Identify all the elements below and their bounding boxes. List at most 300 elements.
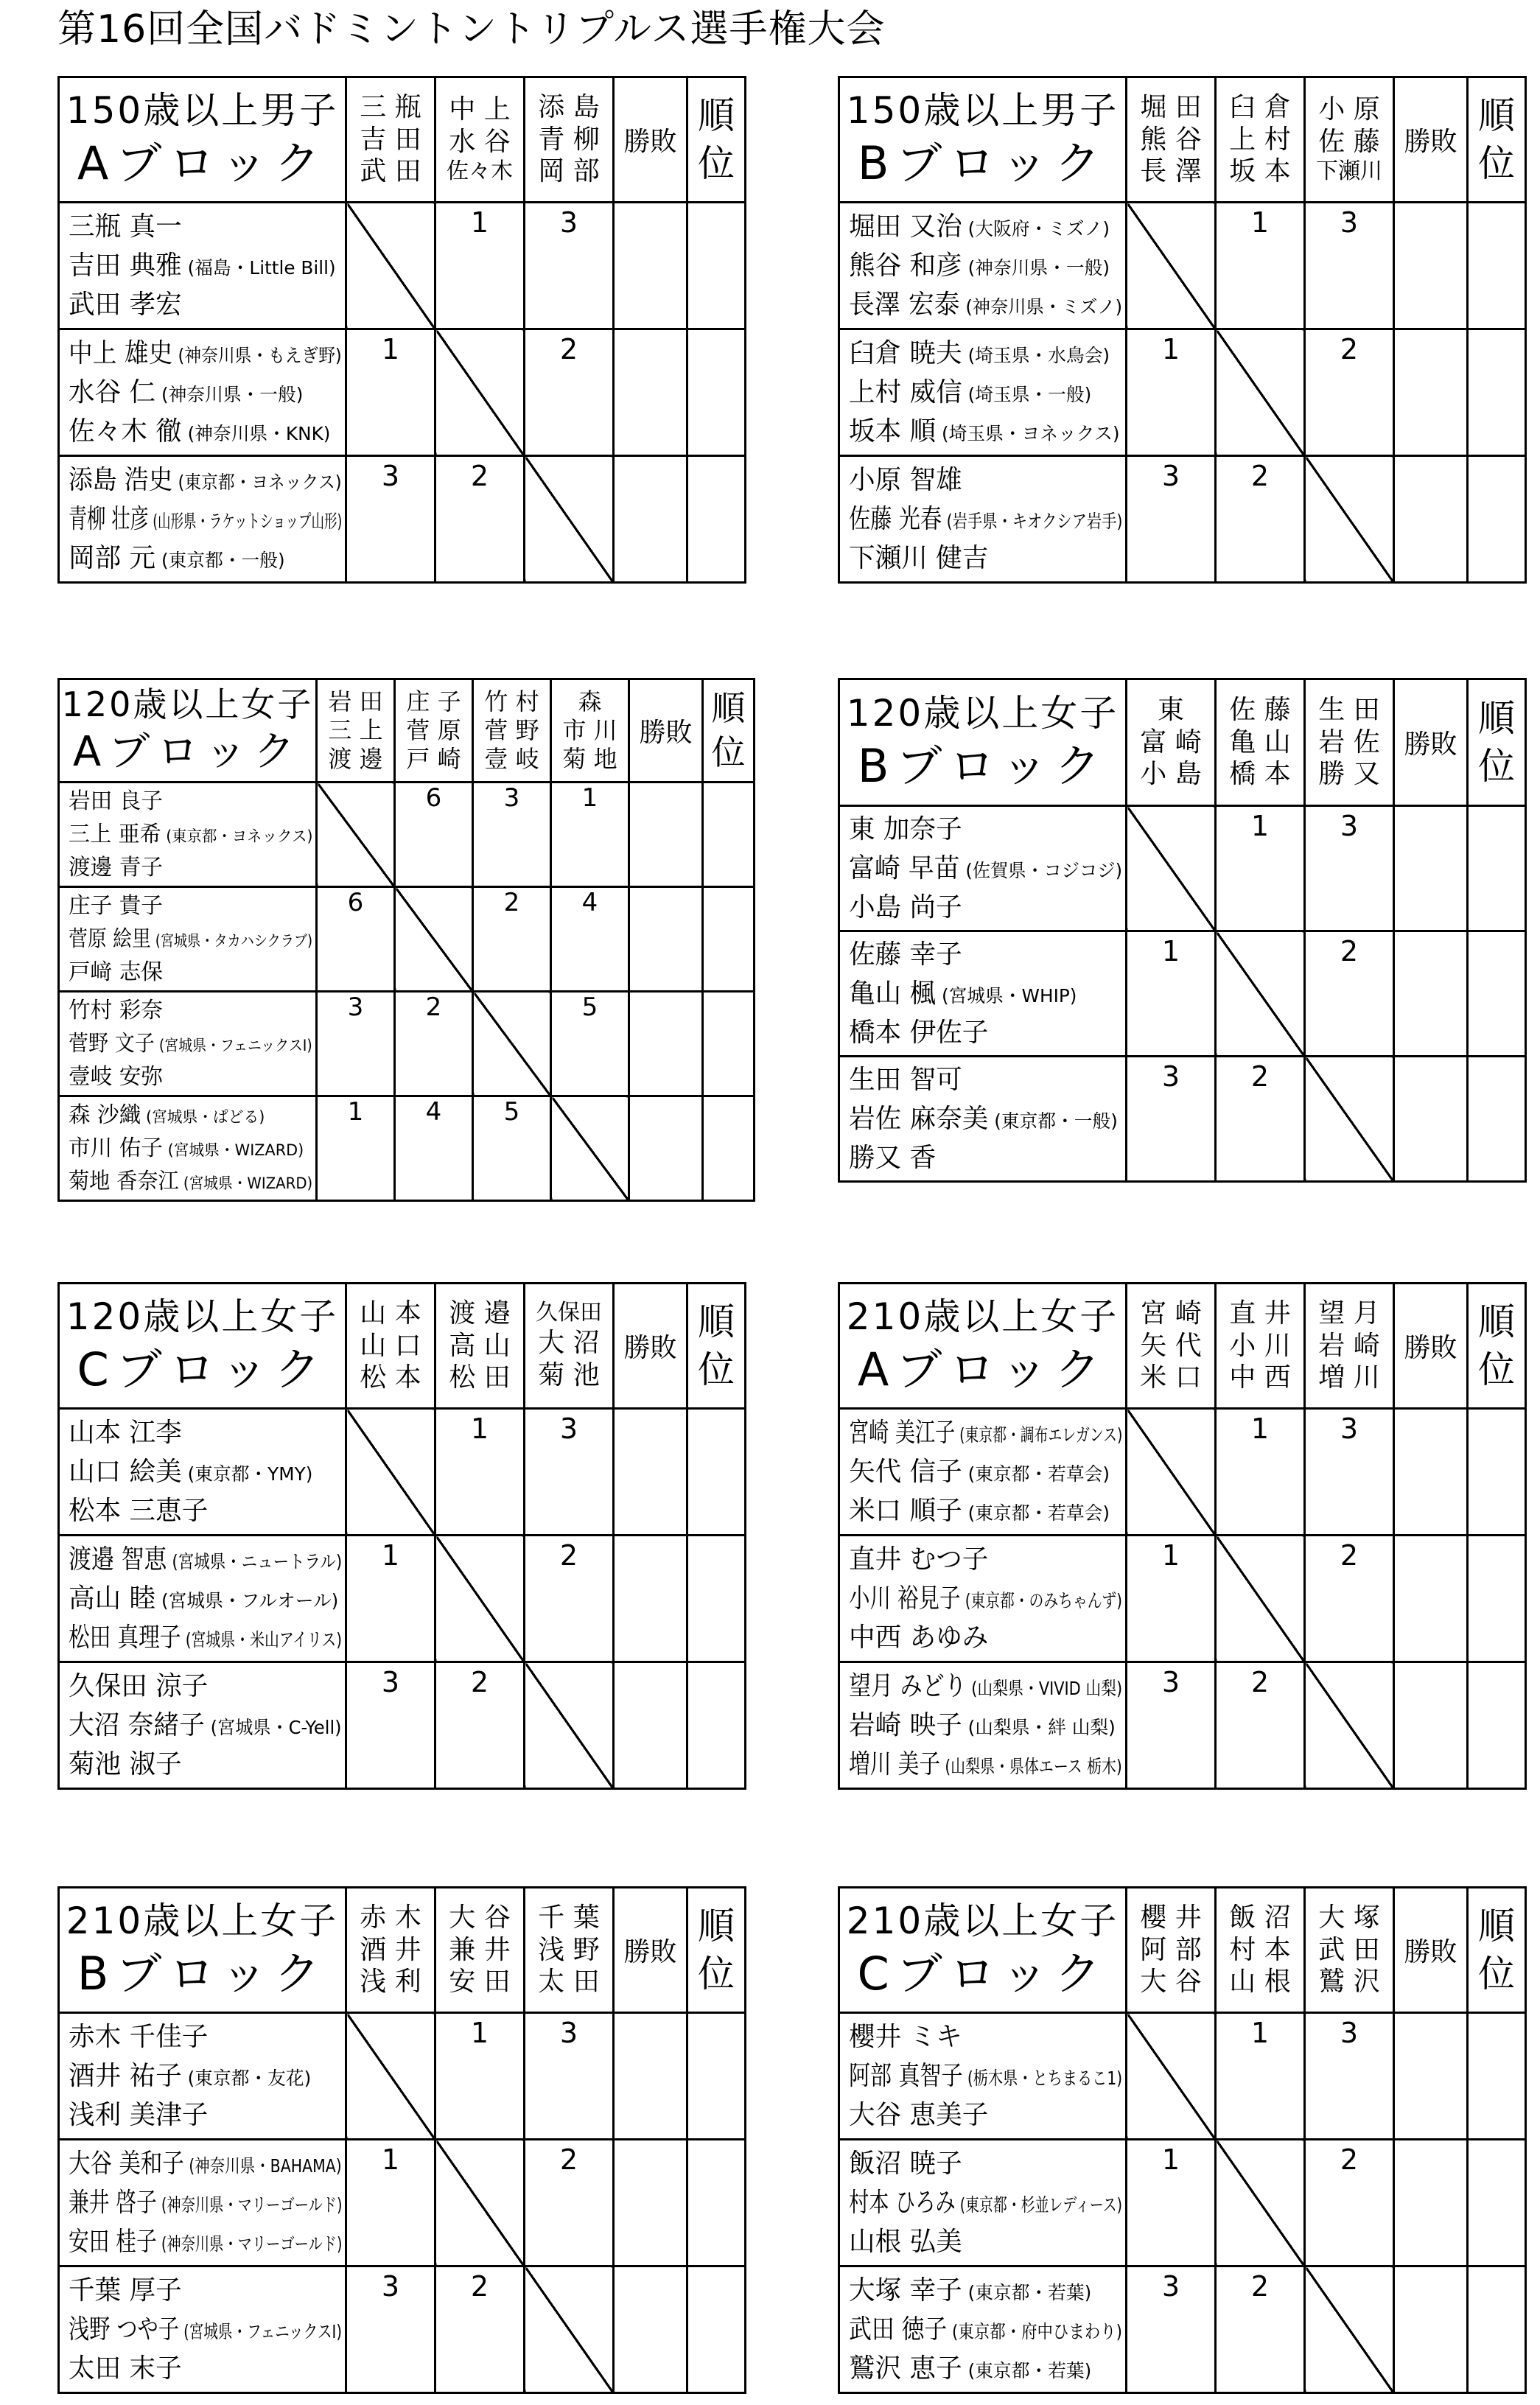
opponent-name: 佐 藤: [1318, 127, 1380, 158]
player-affiliation: (神奈川県・もえぎ野): [172, 344, 342, 366]
player-name: 山口 絵美: [69, 1456, 182, 1487]
diagonal-cell: [525, 456, 614, 583]
team-row: [59, 203, 746, 329]
match-order: 2: [525, 329, 614, 456]
player-name: 飯沼 暁子: [849, 2148, 962, 2179]
opponent-header: [435, 77, 525, 203]
rank-cell: [1468, 806, 1526, 931]
player-name: 太田 末子: [69, 2353, 182, 2384]
player-name: 橋本 伊佐子: [849, 1018, 989, 1049]
player-name: 勝又 香: [849, 1143, 937, 1174]
player-name: 米口 順子: [849, 1496, 962, 1527]
header-row: [839, 1284, 1526, 1409]
player-affiliation: (東京都・一般): [155, 550, 285, 572]
player-name: 小原 智雄: [849, 464, 962, 495]
rank-cell: [703, 783, 755, 887]
team-row: [839, 1536, 1526, 1662]
diagonal-cell: [346, 1409, 435, 1536]
match-order: 3: [317, 992, 395, 1096]
opponent-name: 千 葉: [538, 1902, 600, 1933]
opponent-header: [1216, 77, 1305, 203]
opponent-header: [1305, 1888, 1394, 2013]
player-name: 岩崎 映子: [849, 1709, 962, 1740]
player-name: 菅原 絵里: [69, 926, 151, 952]
player-affiliation: (東京都・友花): [181, 2067, 312, 2089]
player-name: 菊池 淑子: [69, 1749, 182, 1780]
team-players: [839, 931, 1127, 1057]
rank-char: 位: [1478, 1952, 1515, 1995]
player-line: [69, 1491, 342, 1530]
match-order: 1: [346, 1536, 435, 1662]
match-order: 5: [551, 992, 629, 1096]
player-line: [69, 2056, 342, 2096]
rank-header: [687, 1284, 746, 1409]
league-table: [57, 76, 746, 584]
match-order: 2: [435, 1662, 525, 1789]
team-row: [839, 329, 1526, 456]
match-order: 2: [525, 1536, 614, 1662]
opponent-name: 阿 部: [1140, 1934, 1202, 1965]
rank-char: 順: [1478, 94, 1515, 137]
player-name: 熊谷 和彦: [849, 250, 962, 281]
opponent-name: 渡 邉: [449, 1298, 511, 1328]
player-name: 壹岐 安弥: [69, 1064, 163, 1090]
player-line: [849, 500, 1123, 539]
player-affiliation: (宮城県・WHIP): [936, 984, 1077, 1007]
player-line: [69, 818, 313, 851]
opponent-name: 三 上: [328, 715, 383, 744]
team-row: [839, 931, 1526, 1057]
match-order: 3: [1127, 1057, 1216, 1182]
team-row: [839, 203, 1526, 329]
opponent-name: 太 田: [538, 1967, 600, 1998]
player-line: [69, 373, 342, 412]
player-line: [69, 923, 313, 956]
league-table: [838, 76, 1527, 584]
match-order: 1: [1127, 931, 1216, 1057]
win-loss-cell: [629, 1096, 703, 1201]
rank-cell: [687, 1409, 746, 1536]
player-name: 添島 浩史: [69, 464, 173, 495]
block-label: [839, 77, 1127, 203]
win-loss-cell: [1394, 2013, 1468, 2140]
player-line: [69, 889, 312, 923]
player-line: [69, 461, 342, 500]
team-players: [839, 2140, 1127, 2266]
rank-cell: [703, 1096, 755, 1201]
player-line: [849, 1491, 1122, 1530]
opponent-name: 竹 村: [484, 687, 539, 715]
match-order: 1: [1127, 2140, 1216, 2266]
player-name: 吉田 典雅: [69, 250, 182, 281]
player-line: [849, 2017, 1122, 2056]
player-line: [849, 1413, 1123, 1452]
opponent-name: 生 田: [1318, 694, 1380, 725]
block-label: [59, 679, 317, 783]
player-affiliation: (東京都・YMY): [181, 1463, 313, 1485]
player-name: 直井 むつ子: [849, 1544, 989, 1575]
team-players: [59, 1409, 346, 1536]
match-order: 1: [1127, 1536, 1216, 1662]
player-name: 菊地 香奈江: [69, 1169, 179, 1194]
opponent-header: [1127, 1284, 1216, 1409]
opponent-name: 佐 藤: [1229, 694, 1291, 725]
player-line: [849, 2349, 1122, 2388]
player-name: 酒井 祐子: [69, 2060, 182, 2091]
player-name: 坂本 順: [849, 416, 937, 447]
rank-cell: [1468, 456, 1526, 583]
team-row: [839, 1057, 1526, 1182]
player-line: [69, 956, 312, 989]
player-name: 山根 弘美: [849, 2227, 962, 2258]
team-row: [59, 2266, 746, 2393]
player-line: [69, 207, 342, 246]
player-line: [849, 1013, 1122, 1052]
match-order: 3: [1305, 203, 1394, 329]
team-players: [59, 783, 317, 887]
opponent-header: [473, 679, 551, 783]
opponent-name: 佐々木: [447, 158, 513, 185]
match-order: 4: [551, 887, 629, 992]
rank-cell: [687, 1536, 746, 1662]
win-loss-cell: [1394, 806, 1468, 931]
player-affiliation: (大阪府・ミズノ): [962, 217, 1110, 239]
player-line: [849, 1667, 1123, 1706]
win-loss-cell: [614, 1409, 687, 1536]
player-name: 大谷 恵美子: [849, 2100, 989, 2131]
team-row: [59, 1662, 746, 1789]
player-name: 三上 亜希: [69, 822, 161, 847]
block-name: Aブロック: [77, 136, 328, 191]
player-line: [69, 1452, 342, 1491]
win-loss-cell: [1394, 456, 1468, 583]
match-order: 1: [435, 203, 525, 329]
player-line: [69, 2222, 343, 2261]
diagonal-cell: [346, 203, 435, 329]
win-loss-cell: [1394, 1057, 1468, 1182]
player-line: [849, 888, 1122, 927]
player-affiliation: (宮城県・C-Yell): [204, 1716, 342, 1738]
player-line: [849, 1099, 1122, 1138]
team-players: [839, 1536, 1127, 1662]
opponent-name: 庄 子: [406, 687, 461, 715]
player-name: 山本 江李: [69, 1417, 182, 1448]
player-line: [69, 1618, 343, 1657]
rank-cell: [687, 203, 746, 329]
rank-cell: [1468, 1536, 1526, 1662]
player-affiliation: (神奈川県・ミズノ): [959, 296, 1123, 318]
league-table: [57, 1886, 746, 2394]
player-line: [69, 994, 312, 1027]
player-affiliation: (東京都・府中ひまわり): [947, 2320, 1123, 2342]
win-loss-cell: [1394, 329, 1468, 456]
opponent-name: 安 田: [449, 1967, 511, 1998]
match-order: 3: [346, 1662, 435, 1789]
player-affiliation: (佐賀県・コジコジ): [959, 859, 1123, 881]
rank-char: 位: [1478, 1348, 1515, 1391]
player-name: 久保田 涼子: [69, 1670, 209, 1701]
opponent-name: 富 崎: [1140, 727, 1202, 757]
player-name: 矢代 信子: [849, 1456, 962, 1487]
player-name: 千葉 厚子: [69, 2275, 182, 2306]
player-name: 阿部 真智子: [849, 2060, 963, 2091]
rank-char: 順: [1478, 696, 1515, 740]
opponent-name: 小 原: [1318, 94, 1380, 125]
opponent-header: [1127, 77, 1216, 203]
team-players: [839, 456, 1127, 583]
rank-char: 位: [698, 1952, 735, 1995]
win-loss-cell: [614, 456, 687, 583]
page-title: 第16回全国バドミントントリプルス選手権大会: [57, 7, 886, 52]
opponent-header: [346, 1888, 435, 2013]
player-name: 森 沙織: [69, 1102, 141, 1128]
opponent-name: 兼 井: [449, 1934, 511, 1965]
opponent-name: 宮 崎: [1140, 1298, 1202, 1328]
match-order: 2: [473, 887, 551, 992]
player-line: [849, 246, 1122, 285]
player-line: [849, 207, 1122, 246]
block-label: [59, 1888, 346, 2013]
opponent-name: 大 谷: [1140, 1967, 1202, 1998]
win-loss-header: 勝敗: [614, 1888, 687, 2013]
player-affiliation: (福島・Little Bill): [181, 256, 336, 279]
category-label: 150歳以上男子: [66, 89, 339, 133]
team-row: [59, 1536, 746, 1662]
player-line: [69, 1706, 342, 1745]
opponent-name: 増 川: [1318, 1362, 1380, 1393]
diagonal-cell: [473, 992, 551, 1096]
rank-cell: [1468, 2013, 1526, 2140]
opponent-name: 酒 井: [360, 1934, 421, 1965]
diagonal-cell: [1216, 1536, 1305, 1662]
player-name: 松本 三恵子: [69, 1496, 209, 1527]
player-line: [69, 1132, 312, 1165]
opponent-header: [435, 1888, 525, 2013]
diagonal-cell: [1216, 2140, 1305, 2266]
diagonal-cell: [1216, 931, 1305, 1057]
opponent-name: 松 田: [449, 1362, 511, 1393]
rank-cell: [1468, 1409, 1526, 1536]
team-players: [59, 1536, 346, 1662]
rank-cell: [687, 1662, 746, 1789]
team-players: [839, 1662, 1127, 1789]
opponent-name: 武 田: [360, 156, 421, 187]
match-order: 1: [1216, 806, 1305, 931]
player-affiliation: (東京都・若草会): [962, 1502, 1110, 1524]
block-name: Aブロック: [857, 1342, 1108, 1397]
header-row: [839, 77, 1526, 203]
match-order: 2: [1305, 1536, 1394, 1662]
player-line: [849, 2096, 1122, 2135]
opponent-name: 大 谷: [449, 1902, 511, 1933]
player-name: 村本 ひろみ: [849, 2187, 956, 2218]
win-loss-header: 勝敗: [1394, 1284, 1468, 1409]
win-loss-cell: [614, 329, 687, 456]
player-name: 中西 あゆみ: [849, 1622, 989, 1653]
header-row: [839, 1888, 1526, 2013]
player-line: [849, 2056, 1123, 2096]
player-line: [69, 2096, 342, 2135]
player-affiliation: (神奈川県・マリーゴールド): [156, 2194, 343, 2216]
header-row: [59, 77, 746, 203]
player-name: 安田 桂子: [69, 2227, 157, 2258]
player-affiliation: (宮城県・ぱどる): [141, 1108, 265, 1126]
player-affiliation: (神奈川県・一般): [962, 256, 1110, 279]
opponent-header: [1127, 1888, 1216, 2013]
player-line: [69, 785, 312, 818]
opponent-name: 高 山: [449, 1330, 511, 1361]
opponent-name: 三 瓶: [360, 91, 421, 122]
rank-char: 順: [698, 94, 735, 137]
match-order: 2: [1305, 931, 1394, 1057]
diagonal-cell: [551, 1096, 629, 1201]
player-affiliation: (宮城県・フェニックスI): [154, 1037, 312, 1054]
category-label: 210歳以上女子: [66, 1900, 339, 1943]
league-table: [57, 1282, 746, 1790]
player-name: 松田 真理子: [69, 1622, 181, 1653]
player-line: [69, 1540, 343, 1579]
opponent-name: 水 谷: [449, 127, 511, 158]
opponent-name: 浅 野: [538, 1934, 600, 1965]
team-players: [59, 1662, 346, 1789]
opponent-header: [346, 77, 435, 203]
player-line: [69, 2144, 342, 2183]
team-players: [839, 2013, 1127, 2140]
player-line: [849, 373, 1122, 412]
opponent-name: 小 川: [1229, 1330, 1291, 1361]
player-affiliation: (宮城県・フルオール): [155, 1589, 339, 1611]
player-affiliation: (宮城県・タカハシクラブ): [150, 932, 313, 950]
player-name: 佐々木 徹: [69, 416, 182, 447]
player-name: 赤木 千佳子: [69, 2021, 209, 2052]
rank-cell: [1468, 2266, 1526, 2393]
player-line: [69, 2183, 343, 2222]
rank-char: 位: [711, 732, 746, 772]
match-order: 2: [435, 456, 525, 583]
match-order: 3: [1127, 2266, 1216, 2393]
match-order: 3: [1305, 1409, 1394, 1536]
match-order: 2: [1305, 329, 1394, 456]
match-order: 2: [1216, 2266, 1305, 2393]
player-line: [69, 2271, 342, 2310]
rank-char: 位: [698, 1348, 735, 1391]
player-line: [849, 1060, 1122, 1099]
opponent-name: 添 島: [538, 91, 600, 122]
opponent-name: 菊 池: [538, 1359, 600, 1390]
opponent-header: [1216, 1888, 1305, 2013]
match-order: 3: [346, 456, 435, 583]
rank-cell: [703, 887, 755, 992]
rank-cell: [1468, 329, 1526, 456]
player-name: 臼倉 暁夫: [849, 337, 962, 368]
rank-char: 位: [1478, 744, 1515, 788]
match-order: 1: [1127, 329, 1216, 456]
category-label: 210歳以上女子: [846, 1295, 1119, 1339]
opponent-header: [346, 1284, 435, 1409]
team-row: [839, 2140, 1526, 2266]
block-name: Bブロック: [857, 136, 1108, 191]
opponent-name: 戸 崎: [406, 745, 461, 774]
player-affiliation: (東京都・ヨネックス): [161, 827, 313, 845]
player-affiliation: (埼玉県・ヨネックス): [936, 423, 1120, 445]
win-loss-cell: [1394, 1662, 1468, 1789]
team-row: [59, 2013, 746, 2140]
player-name: 下瀬川 健吉: [849, 543, 989, 574]
player-affiliation: (宮城県・米山アイリス): [181, 1629, 343, 1651]
diagonal-cell: [1305, 2266, 1394, 2393]
match-order: 1: [1216, 1409, 1305, 1536]
diagonal-cell: [435, 1536, 525, 1662]
opponent-name: 大 沼: [538, 1327, 600, 1358]
player-line: [849, 849, 1123, 888]
player-line: [849, 412, 1122, 451]
player-affiliation: (宮城県・フェニックスI): [178, 2320, 342, 2342]
match-order: 3: [1127, 456, 1216, 583]
player-name: 中上 雄史: [69, 337, 173, 368]
opponent-name: 熊 谷: [1140, 124, 1202, 155]
rank-cell: [687, 2013, 746, 2140]
player-name: 小川 裕見子: [849, 1583, 961, 1614]
player-line: [69, 2349, 342, 2388]
match-order: 4: [395, 1096, 473, 1201]
team-row: [59, 887, 755, 992]
player-line: [69, 1165, 313, 1198]
opponent-name: 岡 部: [538, 156, 600, 187]
player-line: [69, 1060, 312, 1093]
match-order: 2: [395, 992, 473, 1096]
win-loss-cell: [614, 2266, 687, 2393]
player-affiliation: (東京都・杉並レディース): [955, 2194, 1122, 2216]
opponent-name: 臼 倉: [1229, 91, 1291, 122]
player-affiliation: (東京都・のみちゃんず): [960, 1589, 1122, 1611]
player-line: [69, 246, 342, 285]
match-order: 3: [1127, 1662, 1216, 1789]
player-name: 竹村 彩奈: [69, 998, 163, 1023]
player-affiliation: (宮城県・WIZARD): [178, 1175, 313, 1192]
player-name: 櫻井 ミキ: [849, 2021, 962, 2052]
player-line: [69, 334, 342, 373]
player-name: 渡邊 青子: [69, 855, 163, 881]
player-line: [849, 1452, 1122, 1491]
player-name: 浅野 つや子: [69, 2314, 179, 2345]
team-row: [839, 1409, 1526, 1536]
team-players: [839, 203, 1127, 329]
player-name: 小島 尚子: [849, 892, 962, 923]
player-affiliation: (山形県・ラケットショップ山形): [148, 510, 343, 532]
diagonal-cell: [317, 783, 395, 887]
opponent-name: 矢 代: [1140, 1330, 1202, 1361]
diagonal-cell: [1127, 2013, 1216, 2140]
opponent-name: 直 井: [1229, 1298, 1291, 1328]
opponent-name: 米 口: [1140, 1362, 1202, 1393]
player-line: [849, 2271, 1122, 2310]
win-loss-header: 勝敗: [1394, 77, 1468, 203]
player-name: 増川 美子: [849, 1749, 941, 1780]
block-label: [59, 1284, 346, 1409]
rank-header: [1468, 679, 1526, 806]
diagonal-cell: [1127, 1409, 1216, 1536]
player-line: [849, 1579, 1122, 1618]
rank-char: 順: [1478, 1904, 1515, 1947]
player-affiliation: (東京都・一般): [988, 1110, 1118, 1132]
league-table: [57, 678, 755, 1202]
player-name: 武田 孝宏: [69, 290, 182, 321]
player-line: [69, 2310, 342, 2349]
player-line: [69, 1667, 342, 1706]
team-row: [59, 2140, 746, 2266]
header-row: [59, 679, 755, 783]
player-affiliation: (神奈川県・一般): [155, 383, 304, 405]
